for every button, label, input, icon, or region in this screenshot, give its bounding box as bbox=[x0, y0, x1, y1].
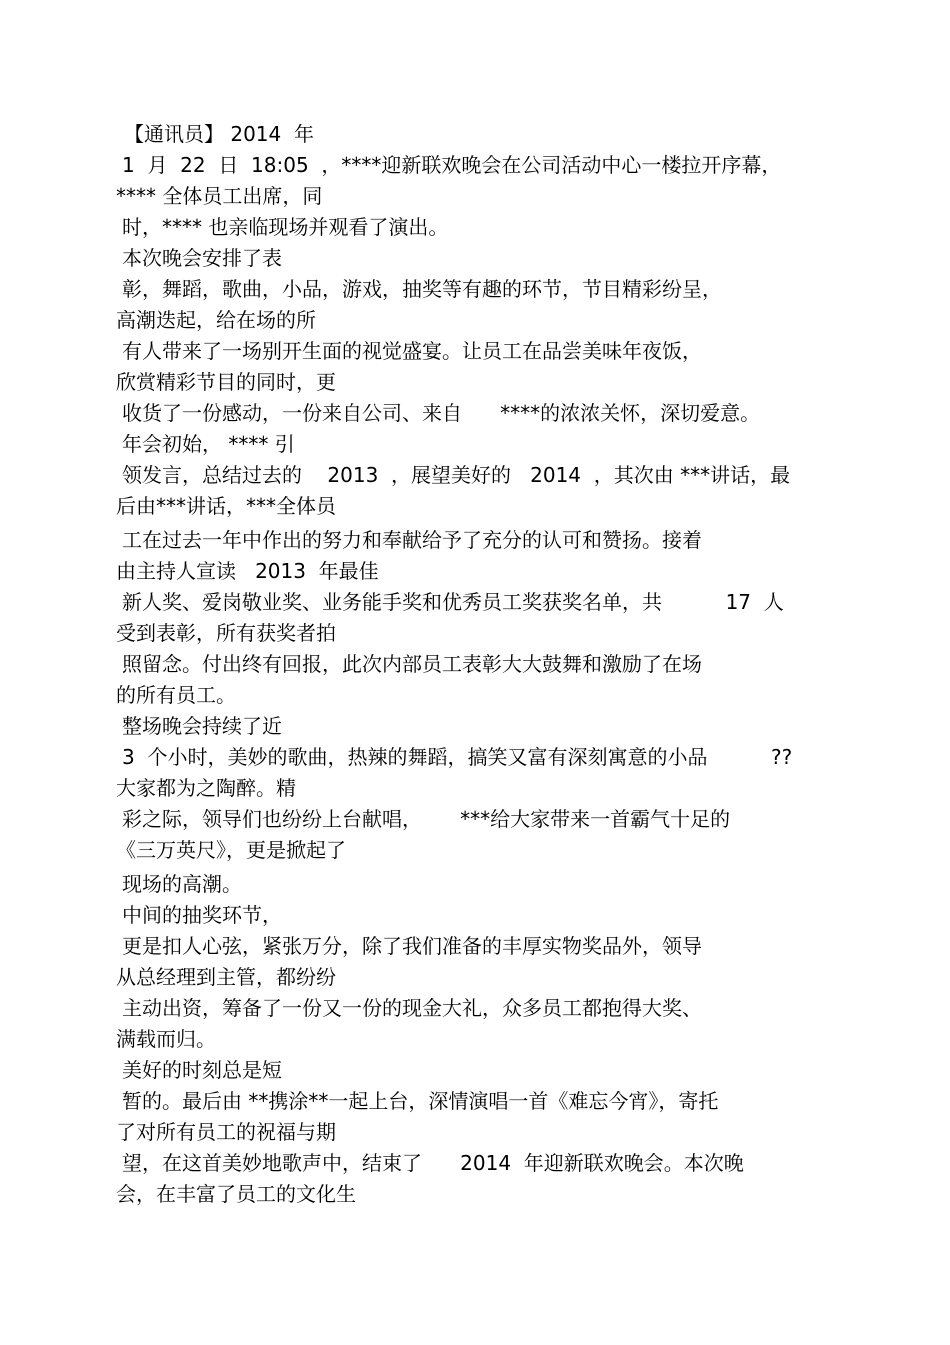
text-line: 照留念。付出终有回报，此次内部员工表彰大大鼓舞和激励了在场 bbox=[122, 652, 702, 676]
text-line: 3 个小时，美妙的歌曲，热辣的舞蹈，搞笑又富有深刻寓意的小品 ?? bbox=[122, 745, 793, 769]
text-line: 中间的抽奖环节， bbox=[122, 903, 282, 927]
text-line: 暂的。最后由 **携涂**一起上台，深情演唱一首《难忘今宵》，寄托 bbox=[122, 1089, 719, 1113]
text-line: 主动出资，筹备了一份又一份的现金大礼，众多员工都抱得大奖、 bbox=[122, 996, 702, 1020]
text-line: 会，在丰富了员工的文化生 bbox=[116, 1182, 356, 1206]
text-line: 工在过去一年中作出的努力和奉献给予了充分的认可和赞扬。接着 bbox=[122, 528, 702, 552]
text-line: 受到表彰，所有获奖者拍 bbox=[116, 621, 336, 645]
text-line: 后由***讲话，***全体员 bbox=[116, 494, 336, 518]
text-line: 《三万英尺》，更是掀起了 bbox=[116, 838, 346, 862]
text-line: **** 全体员工出席，同 bbox=[116, 184, 323, 208]
text-line: 新人奖、爱岗敬业奖、业务能手奖和优秀员工奖获奖名单，共 17 人 bbox=[122, 590, 784, 614]
text-line: 高潮迭起，给在场的所 bbox=[116, 308, 316, 332]
text-line: 了对所有员工的祝福与期 bbox=[116, 1120, 336, 1144]
text-line: 现场的高潮。 bbox=[122, 872, 242, 896]
text-line: 大家都为之陶醉。精 bbox=[116, 776, 296, 800]
text-line: 时，**** 也亲临现场并观看了演出。 bbox=[122, 215, 449, 239]
text-line: 望，在这首美妙地歌声中，结束了 2014 年迎新联欢晚会。本次晚 bbox=[122, 1151, 744, 1175]
text-line: 满载而归。 bbox=[116, 1027, 216, 1051]
text-line: 领发言，总结过去的 2013 ，展望美好的 2014 ，其次由 ***讲话，最 bbox=[122, 463, 791, 487]
text-line: 彰，舞蹈，歌曲，小品，游戏，抽奖等有趣的环节，节目精彩纷呈， bbox=[122, 277, 722, 301]
text-line: 从总经理到主管，都纷纷 bbox=[116, 965, 336, 989]
text-line: 由主持人宣读 2013 年最佳 bbox=[116, 559, 379, 583]
text-line: 更是扣人心弦，紧张万分，除了我们准备的丰厚实物奖品外，领导 bbox=[122, 934, 702, 958]
text-line: 【通讯员】 2014 年 bbox=[124, 122, 314, 146]
text-line: 有人带来了一场别开生面的视觉盛宴。让员工在品尝美味年夜饭， bbox=[122, 339, 702, 363]
text-line: 美好的时刻总是短 bbox=[122, 1058, 282, 1082]
text-line: 1 月 22 日 18:05 ，****迎新联欢晚会在公司活动中心一楼拉开序幕， bbox=[122, 153, 782, 177]
text-line: 彩之际，领导们也纷纷上台献唱， ***给大家带来一首霸气十足的 bbox=[122, 807, 731, 831]
text-line: 本次晚会安排了表 bbox=[122, 246, 282, 270]
text-line: 的所有员工。 bbox=[116, 683, 236, 707]
text-line: 收货了一份感动，一份来自公司、来自 ****的浓浓关怀，深切爱意。 bbox=[122, 401, 761, 425]
text-line: 欣赏精彩节目的同时，更 bbox=[116, 370, 336, 394]
text-line: 整场晚会持续了近 bbox=[122, 714, 282, 738]
text-line: 年会初始， **** 引 bbox=[122, 432, 295, 456]
